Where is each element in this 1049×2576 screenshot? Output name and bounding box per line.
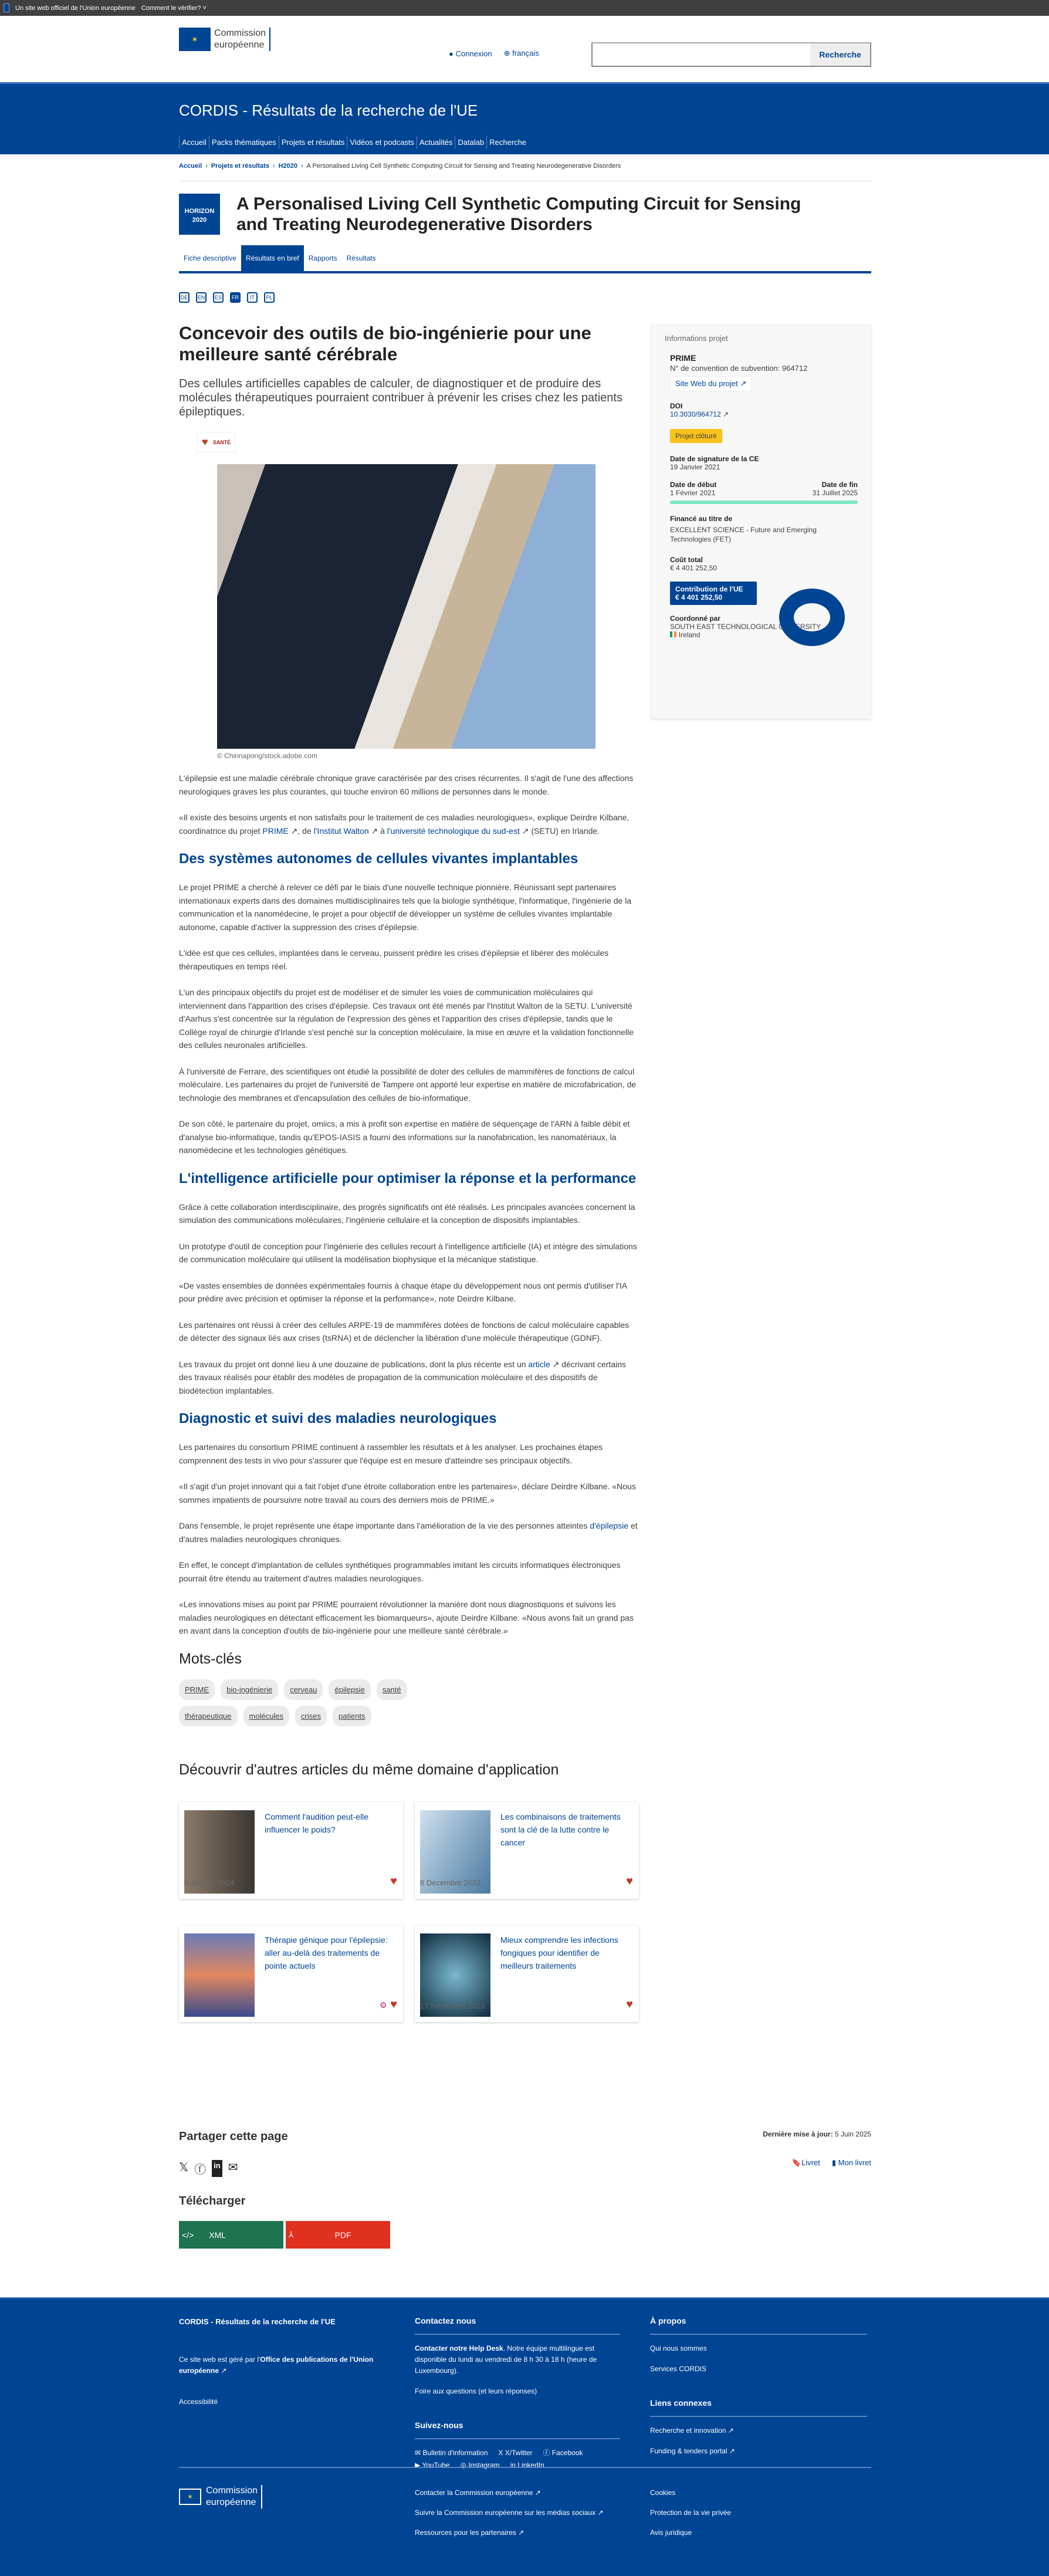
eu-contribution: Contribution de l'UE € 4 401 252,50: [670, 582, 757, 605]
verify-dropdown[interactable]: Comment le vérifier? ˅: [141, 4, 207, 12]
research-innovation-link[interactable]: Recherche et innovation ↗: [650, 2426, 734, 2435]
paragraph: L'un des principaux objectifs du projet est de modéliser et de simuler les voies de communication moléculaires qui interviennent dans l'apparition des crises d'épilepsie. Ces travaux ont été menés par l'Institut Walton de la SETU. L'université d'Aarhus s'est concentrée sur la régulation de l'expression des gènes et l'apparition des crises d'épilepsie, tandis que le Collège royal de chirurgie d'Irlande s'est penché sur la conception moléculaire, la mise en œuvre et la validation fonctionnelle des cellules neuronales artificielles.: [179, 988, 634, 1050]
lang-en[interactable]: EN: [196, 292, 207, 303]
related-card[interactable]: Comment l'audition peut-elle influencer le poids? 9 Janvier 2024 ♥: [179, 1802, 403, 1899]
book-icon: ▮: [831, 2158, 837, 2167]
lang-it[interactable]: IT: [247, 292, 258, 303]
paragraph: Un prototype d'outil de conception pour l'ingénierie des cellules recourt à l'intelligence artificielle (IA) et intègre des simulations de communication moléculaire qui utilisent la modélisation biophysique et la mécanique statistique.: [179, 1241, 637, 1264]
paragraph: «Il s'agit d'un projet innovant qui a fait l'objet d'une étroite collaboration entre les partenaires», déclare Deirdre Kilbane. «Nous sommes impatients de poursuivre notre travail au cours des derniers mois de PRIME.»: [179, 1482, 636, 1505]
nav-actualites[interactable]: Actualités: [417, 136, 455, 149]
tab-resultats[interactable]: Résultats: [346, 254, 376, 262]
project-website-link[interactable]: Site Web du projet ↗: [670, 376, 752, 391]
paragraph: «Il existe des besoins urgents et non satisfaits pour le traitement de ces maladies neurologiques», explique Deirdre Kilbane, coordinatrice du projet PRIME ↗, de l'Institut Walton ↗ à l'université technologique du sud-est ↗ (SETU) en Irlande.: [179, 813, 630, 836]
image-caption: © Chinnapong/stock.adobe.com: [217, 752, 317, 760]
download-pdf-button[interactable]: ⅄ PDF: [286, 2221, 390, 2249]
instagram-link[interactable]: ◎ Instagram: [460, 2461, 500, 2469]
legal-notice-link[interactable]: Avis juridique: [650, 2528, 692, 2537]
site-footer: CORDIS - Résultats de la recherche de l'UE Ce site web est géré par l'Office des publications de l'Union européenne ↗ Accessibilité Contactez nous Contacter notre Help Desk. Notre équipe multilingue est disponible du lundi au vendredi de 8 h 30 à 18 h (heure de Luxembourg). Foire aux questions (et leurs réponses) Suivez-nous ✉ Bulletin d'information X X/Twitter ⓕ Facebook ▶ YouTube ◎ Instagram in LinkedIn À propos Qui nous sommes Services CORDIS Liens connexes Recherche et innovation ↗ Funding & tenders portal ↗ ✶ Commission européenne Contacter la Commission européenne ↗ Suivre la Commission européenne sur les médias sociaux ↗ Ressources pour les partenaires ↗ Cookies Protection de la vie privée Avis juridique: [0, 2297, 1049, 2576]
tab-rapports[interactable]: Rapports: [308, 254, 337, 262]
facebook-link[interactable]: ⓕ Facebook: [543, 2449, 583, 2457]
grant-number: N° de convention de subvention: 964712: [670, 364, 808, 373]
project-progress-bar: [670, 501, 858, 504]
breadcrumb: Accueil › Projets et résultats › H2020 › A Personalised Living Cell Synthetic Computing Circuit for Sensing and Treating Neurodegenerative Disorders: [179, 163, 621, 170]
health-heart-icon: ♥: [626, 1997, 633, 2011]
lang-es[interactable]: ES: [213, 292, 224, 303]
ec-logo[interactable]: ✶ Commission européenne: [179, 28, 270, 51]
bookmark-icon: 🔖: [791, 2158, 802, 2167]
eu-flag-icon: [4, 4, 9, 12]
eu-flag-icon: ✶: [179, 28, 211, 51]
faq-link[interactable]: Foire aux questions: [415, 2387, 476, 2395]
download-xml-button[interactable]: </> XML: [179, 2221, 283, 2249]
site-header: [0, 16, 1049, 82]
paragraph: Le projet PRIME a cherché à relever ce défi par le biais d'une nouvelle technique pionnière. Réunissant sept partenaires internationaux experts dans des domaines multidisciplinaires tels que la biologie synthétique, l'informatique, l'ingénierie de la communication et la nanomédecine, le projet a pour objectif de développer un système de cellules vivantes implantable autonome, capable d'activer la suppression des crises d'épilepsie.: [179, 883, 632, 932]
section-heading: L'intelligence artificielle pour optimiser la réponse et la performance: [179, 1170, 637, 1186]
gears-and-heart-icons: ⚙ ♥: [380, 1997, 397, 2011]
keyword-tag[interactable]: PRIME: [179, 1679, 215, 1700]
project-tabs: [179, 245, 871, 273]
project-info-panel: Informations projet PRIME N° de convention de subvention: 964712 Site Web du projet ↗ DOI 10.3030/964712 ↗ Projet clôturé Date de signature de la CE 19 Janvier 2021 Date de début Date de fin 1 Février 2021 31 Juillet 2025 Financé au titre de EXCELLENT SCIENCE - Future and Emerging Technologies (FET) Coût total € 4 401 252,50 Contribution de l'UE € 4 401 252,50 Coordonné par SOUTH EAST TECHNOLOGICAL UNIVERSITY Ireland: [651, 324, 871, 719]
paragraph: De son côté, le partenaire du projet, omiics, a mis à profit son expertise en matière de séquençage de l'ARN à faible débit et d'analyse bio-informatique, tandis qu'EPOS-IASIS a fourni des informations sur la nanofabrication, les nanomatériaux, la nanomédecine et les technologies génétiques.: [179, 1119, 630, 1155]
lang-fr[interactable]: FR: [230, 292, 241, 303]
keyword-tag[interactable]: thérapeutique: [179, 1706, 238, 1726]
domain-badge[interactable]: ♥ SANTÉ: [197, 432, 236, 452]
paragraph: Grâce à cette collaboration interdisciplinaire, des progrès significatifs ont été réalisés. Les principales avancées concernent la simulation des communications moléculaires, l'ingénierie cellulaire et la conception de dispositifs implantables.: [179, 1202, 635, 1225]
lang-pl[interactable]: PL: [264, 292, 275, 303]
article-link[interactable]: article: [528, 1359, 550, 1369]
article: [179, 323, 639, 2022]
status-badge: Projet clôturé: [670, 429, 722, 443]
keyword-tag[interactable]: molécules: [243, 1706, 290, 1726]
nav-datalab[interactable]: Datalab: [455, 136, 486, 149]
search-form: [591, 42, 871, 67]
crumb-h2020[interactable]: H2020: [278, 163, 297, 170]
lang-de[interactable]: DE: [179, 292, 190, 303]
partners-resources-link[interactable]: Ressources pour les partenaires ↗: [415, 2528, 524, 2537]
pdf-icon: ⅄: [289, 2230, 294, 2239]
cookies-link[interactable]: Cookies: [650, 2489, 676, 2497]
article-title: Concevoir des outils de bio-ingénierie pour une meilleure santé cérébrale: [179, 323, 591, 364]
privacy-link[interactable]: Protection de la vie privée: [650, 2509, 732, 2517]
language-selector[interactable]: ⊕ français: [503, 49, 539, 58]
article-image: [217, 464, 595, 749]
funding-portal-link[interactable]: Funding & tenders portal ↗: [650, 2447, 735, 2455]
accessibility-link[interactable]: Accessibilité: [179, 2398, 218, 2406]
nav-videos[interactable]: Vidéos et podcasts: [347, 136, 417, 149]
nav-projets[interactable]: Projets et résultats: [279, 136, 347, 149]
contact-ec-link[interactable]: Contacter la Commission européenne ↗: [415, 2489, 541, 2497]
article-lead: Des cellules artificielles capables de calculer, de diagnostiquer et de produire des molécules thérapeutiques pourraient contribuer à prévenir les crises chez les patients épileptiques.: [179, 377, 622, 418]
walton-link[interactable]: l'Institut Walton: [313, 826, 369, 836]
services-link[interactable]: Services CORDIS: [650, 2365, 707, 2373]
tab-fiche[interactable]: Fiche descriptive: [184, 254, 237, 262]
eu-flag-icon: ✶: [179, 2489, 201, 2505]
nav-recherche[interactable]: Recherche: [486, 136, 529, 149]
site-banner: [0, 82, 1049, 154]
language-switcher: [179, 292, 275, 303]
linkedin-link[interactable]: in LinkedIn: [510, 2461, 544, 2469]
funding-donut-chart: [779, 589, 845, 646]
health-heart-icon: ♥: [390, 1874, 397, 1888]
crumb-current: A Personalised Living Cell Synthetic Computing Circuit for Sensing and Treating Neurodegenerative Disorders: [306, 163, 621, 170]
eu-official-bar: [0, 0, 1049, 16]
keyword-tag[interactable]: patients: [333, 1706, 371, 1726]
related-card[interactable]: Les combinaisons de traitements sont la clé de la lutte contre le cancer 8 Decembre 2023 ♥: [415, 1802, 639, 1899]
keywords-title: Mots-clés: [179, 1650, 242, 1667]
paragraph: En effet, le concept d'implantation de cellules synthétiques programmables imitant les circuits informatiques électroniques pourrait être étendu au traitement d'autres maladies neurologiques.: [179, 1560, 621, 1583]
my-booklet-button[interactable]: ▮ Mon livret: [831, 2158, 871, 2167]
tab-resultats-en-bref[interactable]: Résultats en bref: [241, 245, 304, 271]
section-heading: Des systèmes autonomes de cellules vivantes implantables: [179, 851, 578, 867]
paragraph: À l'université de Ferrare, des scientifiques ont étudié la possibilité de doter des cellules de mammifères de fonctions de calcul moléculaire. Les partenaires du projet de l'université de Tampere ont apporté leur expertise en matière de microfabrication, de technologie des membranes et d'encapsulation des cellules de bio-informatique.: [179, 1066, 637, 1103]
globe-icon: ⊕: [503, 49, 510, 58]
health-heart-icon: ♥: [626, 1874, 633, 1888]
nav-packs[interactable]: Packs thématiques: [209, 136, 279, 149]
related-card[interactable]: Mieux comprendre les infections fongiques pour identifier de meilleurs traitements 17 Novembre 2023 ♥: [415, 1925, 639, 2022]
crumb-accueil[interactable]: Accueil: [179, 163, 202, 170]
related-articles: [179, 1802, 639, 2022]
keyword-tag[interactable]: épilepsie: [329, 1679, 370, 1700]
programme-badge: HORIZON 2020: [179, 194, 220, 235]
main-nav: [179, 136, 529, 149]
ec-footer-logo[interactable]: ✶ Commission européenne: [179, 2485, 262, 2509]
publications-office-link[interactable]: Office des publications de l'Union européenne: [179, 2355, 374, 2375]
about-link[interactable]: Qui nous sommes: [650, 2344, 707, 2352]
share-section: Partager cette page Dernière mise à jour: 5 Juin 2025 🔖Livret ▮ Mon livret 𝕏 ⓕ in ✉ Télécharger </> XML ⅄ PDF: [179, 2130, 871, 2249]
login-link[interactable]: ● Connexion: [449, 49, 492, 58]
x-twitter-link[interactable]: X X/Twitter: [498, 2449, 533, 2457]
related-card[interactable]: Thérapie génique pour l'épilepsie: aller au-delà des traitements de pointe actuels 28 Janvier 2022 ⚙ ♥: [179, 1925, 403, 2022]
paragraph: «Les innovations mises au point par PRIME pourraient révolutionner la manière dont nous diagnostiquons et suivons les maladies neurologiques en détectant efficacement les biomarqueurs», ajoute Deirdre Kilbane. «Nous avons fait un grand pas en avant dans la conception d'outils de bio-ingénierie pour une meilleure santé cérébrale.»: [179, 1600, 634, 1635]
ec-social-link[interactable]: Suivre la Commission européenne sur les médias sociaux ↗: [415, 2509, 604, 2517]
paragraph: L'idée est que ces cellules, implantées dans le cerveau, puissent prédire les crises d'épilepsie et libérer des molécules thérapeutiques en temps réel.: [179, 948, 609, 971]
doi-link[interactable]: 10.3030/964712: [670, 410, 721, 418]
youtube-link[interactable]: ▶ YouTube: [415, 2461, 450, 2469]
crumb-projets[interactable]: Projets et résultats: [211, 163, 269, 170]
user-icon: ●: [449, 49, 454, 58]
keyword-tag[interactable]: santé: [377, 1679, 407, 1700]
helpdesk-link[interactable]: Contacter notre Help Desk: [415, 2344, 503, 2352]
paragraph: Les partenaires du consortium PRIME continuent à rassembler les résultats et à les analyser. Les prochaines étapes comprennent des tests in vivo pour s'assurer que l'équipe est en mesure d'atteindre ses principaux objectifs.: [179, 1442, 603, 1465]
newsletter-link[interactable]: ✉ Bulletin d'information: [415, 2449, 488, 2457]
paragraph: Dans l'ensemble, le projet représente une étape importante dans l'amélioration de la vie des personnes atteintes d'épilepsie et d'autres maladies neurologiques chroniques.: [179, 1521, 638, 1544]
keywords-list: [179, 1679, 437, 1726]
setu-link[interactable]: l'université technologique du sud-est: [387, 826, 520, 836]
project-acronym: PRIME: [670, 353, 696, 363]
paragraph: Les travaux du projet ont donné lieu à une douzaine de publications, dont la plus récente est un article ↗ décrivant certains des travaux réalisés pour établir des modèles de propagation de la communication moléculaire et des dispositifs de biodétection implantables.: [179, 1359, 627, 1395]
divider: [179, 2467, 871, 2468]
facebook-icon[interactable]: ⓕ: [194, 2163, 207, 2176]
linkedin-icon[interactable]: in: [212, 2160, 222, 2177]
add-to-booklet-button[interactable]: 🔖Livret: [791, 2158, 820, 2167]
prime-link[interactable]: PRIME: [262, 826, 289, 836]
paragraph: Les partenaires ont réussi à créer des cellules ARPE-19 de mammifères dotées de fonctions de calcul moléculaire capables de détecter des signaux liés aux crises (tsRNA) et de déclencher la libération d'une molécule thérapeutique (GDNF).: [179, 1320, 630, 1343]
search-button[interactable]: Recherche: [810, 43, 870, 66]
official-site-text: Un site web officiel de l'Union européenne: [15, 4, 136, 12]
health-heart-icon: ♥: [202, 436, 208, 448]
project-title: A Personalised Living Cell Synthetic Computing Circuit for Sensing and Treating Neurodegenerative Disorders: [236, 194, 801, 234]
related-title: Découvrir d'autres articles du même domaine d'application: [179, 1761, 559, 1778]
code-icon: </>: [182, 2230, 194, 2240]
keyword-tag[interactable]: bio-ingénierie: [221, 1679, 278, 1700]
section-heading: Diagnostic et suivi des maladies neurologiques: [179, 1411, 497, 1426]
nav-accueil[interactable]: Accueil: [179, 136, 209, 149]
keyword-tag[interactable]: crises: [295, 1706, 327, 1726]
ireland-flag-icon: [670, 631, 672, 637]
paragraph: L'épilepsie est une maladie cérébrale chronique grave caractérisée par des crises récurrentes. Il s'agit de l'une des affections neurologiques graves les plus courantes, qui touche environ 60 millions de personnes dans le monde.: [179, 773, 634, 796]
keyword-tag[interactable]: cerveau: [284, 1679, 323, 1700]
search-input[interactable]: [593, 43, 810, 66]
email-icon[interactable]: ✉: [228, 2161, 238, 2174]
paragraph: «De vastes ensembles de données expérimentales fournis à chaque étape du développement nous ont permis d'utiliser l'IA pour prédire avec précision et optimiser la réponse et la performance», note Deirdre Kilbane.: [179, 1280, 627, 1303]
x-twitter-icon[interactable]: 𝕏: [179, 2161, 189, 2174]
epilepsy-link[interactable]: d'épilepsie: [590, 1521, 629, 1530]
panel-heading: Informations projet: [665, 334, 728, 343]
site-title[interactable]: CORDIS - Résultats de la recherche de l'UE: [179, 102, 478, 119]
